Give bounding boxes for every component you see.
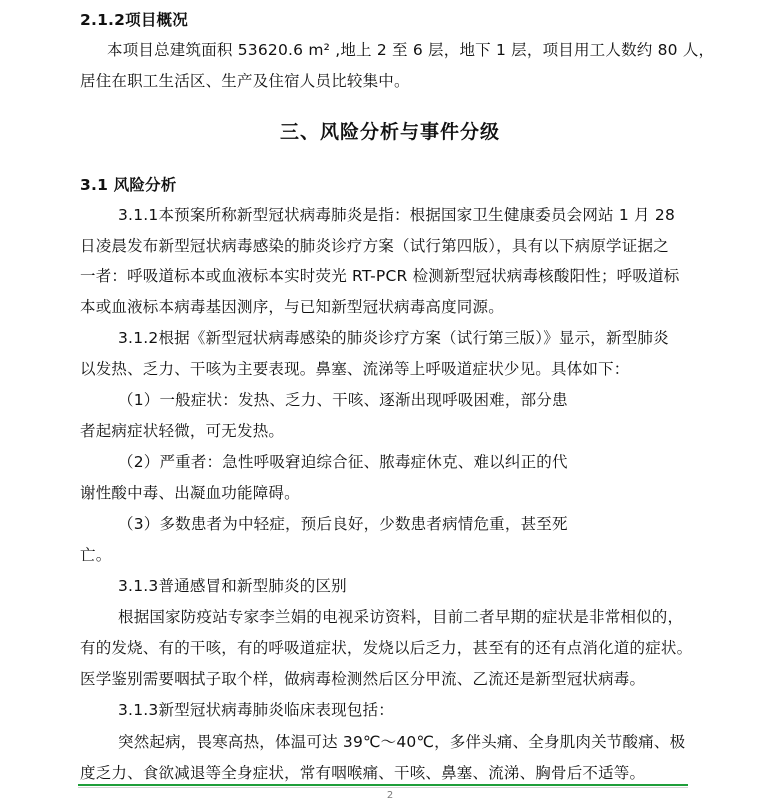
paragraph-line: 根据国家防疫站专家李兰娟的电视采访资料，目前二者早期的症状是非常相似的， [118, 608, 684, 626]
section-title: 三、风险分析与事件分级 [279, 121, 500, 143]
paragraph-line: 度乏力、食欲减退等全身症状，常有咽喉痛、干咳、鼻塞、流涕、胸骨后不适等。 [80, 764, 646, 782]
paragraph-line: 3.1.1本预案所称新型冠状病毒肺炎是指：根据国家卫生健康委员会网站 1 月 28 [118, 206, 676, 224]
list-item-line: 者起病症状轻微，可无发热。 [80, 422, 285, 440]
paragraph-line: 本项目总建筑面积 53620.6 m² ,地上 2 至 6 层，地下 1 层，项目用工人数约 80 人， [107, 41, 715, 59]
paragraph-line: 3.1.2根据《新型冠状病毒感染的肺炎诊疗方案（试行第三版）》显示，新型肺炎 [118, 329, 669, 347]
paragraph-line: 突然起病，畏寒高热，体温可达 39℃～40℃，多伴头痛、全身肌肉关节酸痛、极 [118, 733, 686, 751]
subsection-heading-risk-analysis: 3.1 风险分析 [80, 176, 177, 194]
paragraph-line: 3.1.3普通感冒和新型肺炎的区别 [118, 577, 347, 595]
paragraph-line: 一者：呼吸道标本或血液标本实时荧光 RT-PCR 检测新型冠状病毒核酸阳性；呼吸道标 [80, 267, 680, 285]
list-item-line: （2）严重者：急性呼吸窘迫综合征、脓毒症休克、难以纠正的代 [118, 453, 568, 471]
paragraph-line: 本或血液标本病毒基因测序，与已知新型冠状病毒高度同源。 [80, 298, 504, 316]
subsection-heading-project-overview: 2.1.2项目概况 [80, 11, 188, 29]
page-footer-rule [78, 787, 688, 788]
list-item-line: （1）一般症状：发热、乏力、干咳、逐渐出现呼吸困难，部分患 [118, 391, 568, 409]
paragraph-line: 医学鉴别需要咽拭子取个样，做病毒检测然后区分甲流、乙流还是新型冠状病毒。 [80, 670, 646, 688]
list-item-line: （3）多数患者为中轻症，预后良好，少数患者病情危重，甚至死 [118, 515, 568, 533]
paragraph-line: 有的发烧、有的干咳，有的呼吸道症状，发烧以后乏力，甚至有的还有点消化道的症状。 [80, 639, 693, 657]
paragraph-line: 居住在职工生活区、生产及住宿人员比较集中。 [80, 72, 410, 90]
list-item-line: 亡。 [80, 546, 112, 564]
paragraph-line: 日凌晨发布新型冠状病毒感染的肺炎诊疗方案（试行第四版），具有以下病原学证据之 [80, 237, 669, 255]
green-underline-rule [78, 784, 688, 786]
paragraph-line: 以发热、乏力、干咳为主要表现。鼻塞、流涕等上呼吸道症状少见。具体如下： [80, 360, 630, 378]
paragraph-line: 3.1.3新型冠状病毒肺炎临床表现包括： [118, 701, 394, 719]
list-item-line: 谢性酸中毒、出凝血功能障碍。 [80, 484, 300, 502]
page-number: 2 [386, 790, 394, 801]
